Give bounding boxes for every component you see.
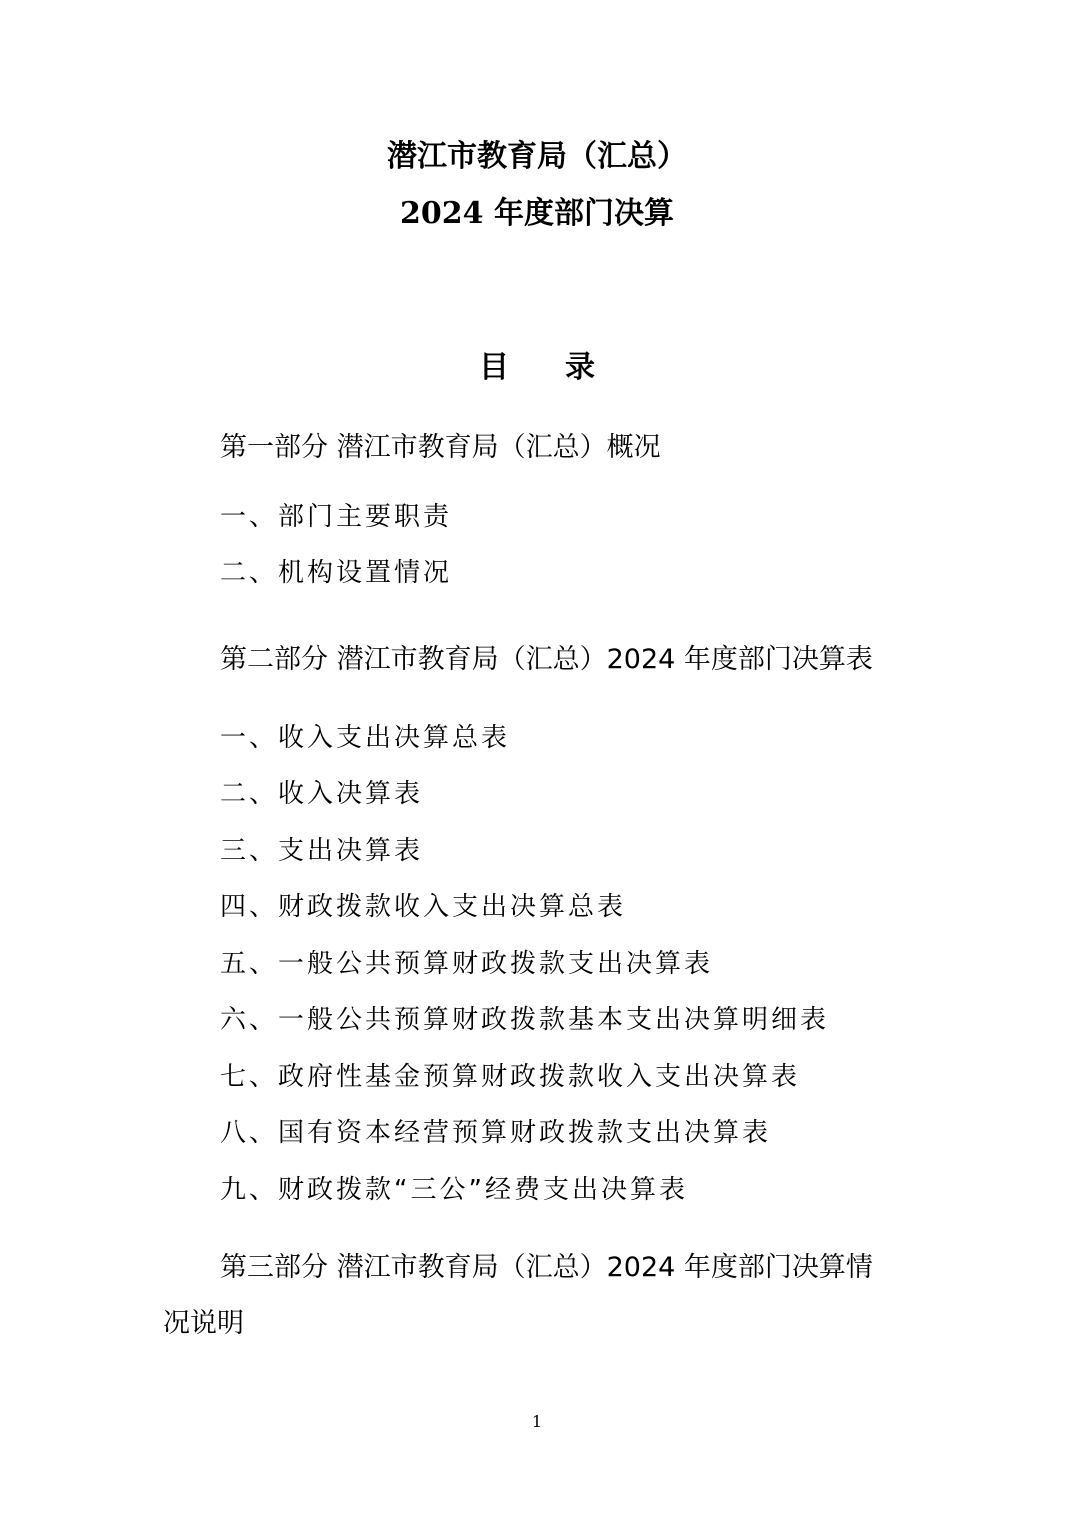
part1-item-1: 一、部门主要职责 (220, 502, 453, 532)
part2-item-3: 三、支出决算表 (220, 836, 424, 866)
part2-item-6: 六、一般公共预算财政拨款基本支出决算明细表 (220, 1005, 830, 1035)
part3-heading-line2: 况说明 (163, 1308, 244, 1339)
part2-item-2: 二、收入决算表 (220, 779, 424, 809)
document-title-line1: 潜江市教育局（汇总） (387, 139, 687, 174)
toc-heading: 目录 (479, 350, 651, 385)
part1-heading: 第一部分 潜江市教育局（汇总）概况 (220, 432, 661, 463)
part1-item-2: 二、机构设置情况 (220, 558, 453, 588)
part2-item-9: 九、财政拨款“三公”经费支出决算表 (220, 1175, 688, 1205)
part2-item-5: 五、一般公共预算财政拨款支出决算表 (220, 949, 714, 979)
part2-item-1: 一、收入支出决算总表 (220, 723, 511, 753)
page-number: 1 (531, 1412, 543, 1431)
part2-item-7: 七、政府性基金预算财政拨款收入支出决算表 (220, 1062, 801, 1092)
part2-heading: 第二部分 潜江市教育局（汇总）2024 年度部门决算表 (220, 644, 873, 675)
document-title-line2: 2024 年度部门决算 (400, 196, 674, 231)
part2-item-8: 八、国有资本经营预算财政拨款支出决算表 (220, 1118, 772, 1148)
part2-item-4: 四、财政拨款收入支出决算总表 (220, 892, 627, 922)
part3-heading-line1: 第三部分 潜江市教育局（汇总）2024 年度部门决算情 (220, 1252, 873, 1283)
